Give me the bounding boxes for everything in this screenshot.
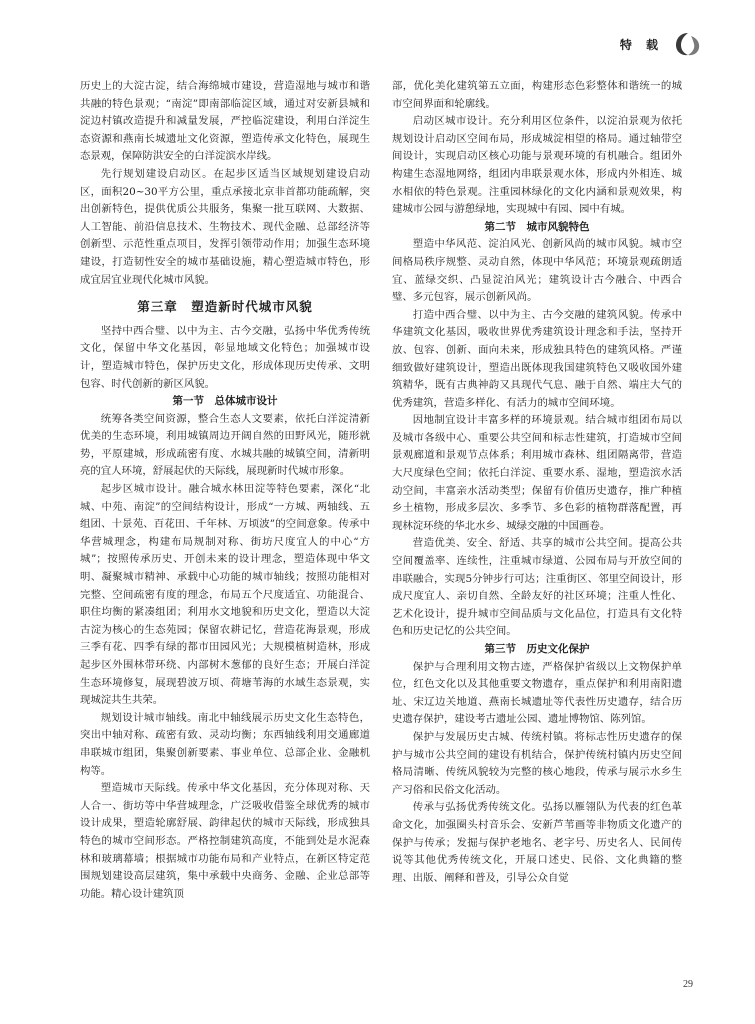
- paragraph: 启动区城市设计。充分利用区位条件，以淀泊景观为依托规划设计启动区空间布局，形成城淀相望的格局。通过轴带空间设计，实现启动区核心功能与景观环境的有机融合。组团外构建生态湿地网络，组团内串联景观水体，形成内外相连、城水相依的特色景观。注重园林绿化的文化内涵和景观效果，构建城市公园与游憩绿地，实现城中有园、园中有城。: [392, 115, 682, 216]
- right-column: [392, 78, 682, 887]
- paragraph: 规划设计城市轴线。南北中轴线展示历史文化生态特色，突出中轴对称、疏密有致、灵动均衡；东西轴线利用交通廊道串联城市组团，集聚创新要素、事业单位、总部企业、金融机构等。: [80, 711, 370, 777]
- paragraph: 坚持中西合璧、以中为主、古今交融，弘扬中华优秀传统文化，保留中华文化基因，彰显地域文化特色；加强城市设计，塑造城市特色，保护历史文化，形成体现历史传承、文明包容、时代创新的新区风貌。: [80, 324, 370, 390]
- chapter-title: 第三章 塑造新时代城市风貌: [137, 299, 313, 315]
- paragraph: 统筹各类空间资源，整合生态人文要素，依托白洋淀清新优美的生态环境，利用城镇周边开阔自然的田野风光，随形就势，平原建城，形成疏密有度、水城共融的城镇空间，清新明亮的宜人环境，舒展起伏的天际线，展现新时代城市形象。: [80, 412, 370, 478]
- paragraph: 保护与合理利用文物古迹，严格保护省级以上文物保护单位，红色文化以及其他重要文物遗存，重点保护和利用南阳遗址、宋辽边关地道、燕南长城遗址等代表性历史遗存，结合历史遗存保护，建设考古遗址公园、遗址博物馆、陈列馆。: [392, 660, 682, 726]
- journal-swirl-logo-icon: [673, 30, 703, 58]
- paragraph: 因地制宜设计丰富多样的环境景观。结合城市组团布局以及城市各级中心、重要公共空间和标志性建筑，打造城市空间景观廊道和景观节点体系；利用城市森林、组团隔离带，营造大尺度绿色空间；依托白洋淀、重要水系、湿地，塑造滨水活动空间，丰富亲水活动类型；保留有价值历史遗存，推广种植乡土植物，形成多层次、多季节、多色彩的植物群落配置，再现林淀环绕的华北水乡、城绿交融的中国画卷。: [392, 414, 682, 532]
- paragraph: 打造中西合璧、以中为主、古今交融的建筑风貌。传承中华建筑文化基因，吸收世界优秀建筑设计理念和手法，坚持开放、包容、创新、面向未来，形成独具特色的建筑风格。严谨细致做好建筑设计，塑造出既体现我国建筑特色又吸收国外建筑精华，既有古典神韵又具现代气息、融于自然、端庄大气的优秀建筑，营造多样化、有活力的城市空间环境。: [392, 308, 682, 409]
- paragraph: 塑造城市天际线。传承中华文化基因，充分体现对称、天人合一、街坊等中华营城理念，广泛吸收借鉴全球优秀的城市设计成果，塑造轮廓舒展、韵律起伏的城市天际线，形成独具特色的城市空间形态。严格控制建筑高度，不能到处是水泥森林和玻璃幕墙；根据城市功能布局和产业特点，在新区特定范围规划建设高层建筑，集中承载中央商务、金融、企业总部等功能。精心设计建筑顶: [80, 782, 370, 900]
- paragraph: 保护与发展历史古城、传统村镇。将标志性历史遗存的保护与城市公共空间的建设有机结合，保护传统村镇内历史空间格局清晰、传统风貌较为完整的核心地段，传承与展示水乡生产习俗和民俗文化活动。: [392, 730, 682, 796]
- left-column: [80, 78, 370, 903]
- page-number: 29: [683, 979, 693, 990]
- section-label: 特 载: [619, 37, 663, 52]
- section-title: 第二节 城市风貌特色: [484, 220, 590, 233]
- section-title: 第三节 历史文化保护: [484, 643, 590, 655]
- paragraph: 部，优化美化建筑第五立面，构建形态色彩整体和谐统一的城市空间界面和轮廓线。: [392, 80, 682, 110]
- paragraph: 营造优美、安全、舒适、共享的城市公共空间。提高公共空间覆盖率、连续性，注重城市绿道、公园布局与开放空间的串联融合，实现5分钟步行可达；注重街区、邻里空间设计，形成尺度宜人、亲切自然、全龄友好的社区环境；注重人性化、艺术化设计，提升城市空间品质与文化品位，打造具有文化特色和历史记忆的公共空间。: [392, 537, 682, 638]
- page-header: [620, 30, 703, 58]
- paragraph: 塑造中华风范、淀泊风光、创新风尚的城市风貌。城市空间格局秩序规整、灵动自然，体现中华风范；环境景观疏朗适宜、蓝绿交织、凸显淀泊风光；建筑设计古今融合、中西合璧、多元包容，展示创新风尚。: [392, 238, 682, 304]
- paragraph: 传承与弘扬优秀传统文化。弘扬以雁翎队为代表的红色革命文化，加强圈头村音乐会、安新芦苇画等非物质文化遗产的保护与传承；发掘与保护老地名、老字号、历史名人、民间传说等其他优秀传统文化，开展口述史、民俗、文化典籍的整理、出版、阐释和普及，引导公众自觉: [392, 801, 682, 884]
- paragraph: 先行规划建设启动区。在起步区适当区域规划建设启动区，面积20~30平方公里，重点承接北京非首都功能疏解，突出创新特色，提供优质公共服务，集聚一批互联网、大数据、人工智能、前沿信息技术、生物技术、现代金融、总部经济等创新型、示范性重点项目，发挥引领带动作用；加强生态环境建设，打造韧性安全的城市基础设施，精心塑造城市特色，形成宜居宜业现代化城市风貌。: [80, 167, 370, 286]
- section-title: 第一节 总体城市设计: [172, 395, 278, 408]
- paragraph: 起步区城市设计。融合城水林田淀等特色要素，深化“北城、中苑、南淀”的空间结构设计，形成“一方城、两轴线、五组团、十景苑、百花田、千年林、万顷波”的空间意象。传承中华营城理念，构建布局规制对称、街坊尺度宜人的中心“方城”；按照传承历史、开创未来的设计理念，塑造体现中华文明、凝聚城市精神、承载中心功能的城市轴线；按照功能相对完整、空间疏密有度的理念，布局五个尺度适宜、功能混合、职住均衡的紧凑组团；利用水文地貌和历史文化，塑造以大淀古淀为核心的生态苑园；保留农耕记忆，营造花海景观，形成三季有花、四季有绿的都市田园风光；大规模植树造林，形成起步区外围林带环绕、内部树木葱郁的良好生态；开展白洋淀生态环境修复，展现碧波万顷、荷塘苇海的水域生态景观，实现城淀共生共荣。: [80, 483, 370, 707]
- paragraph: 历史上的大淀古淀，结合海绵城市建设，营造湿地与城市和谐共融的特色景观；“南淀”即南部临淀区域，通过对安新县城和淀边村镇改造提升和减量发展，严控临淀建设，利用白洋淀生态资源和燕南长城遗址文化资源，塑造传承文化特色，展现生态景观，保障防洪安全的白洋淀滨水岸线。: [80, 80, 370, 163]
